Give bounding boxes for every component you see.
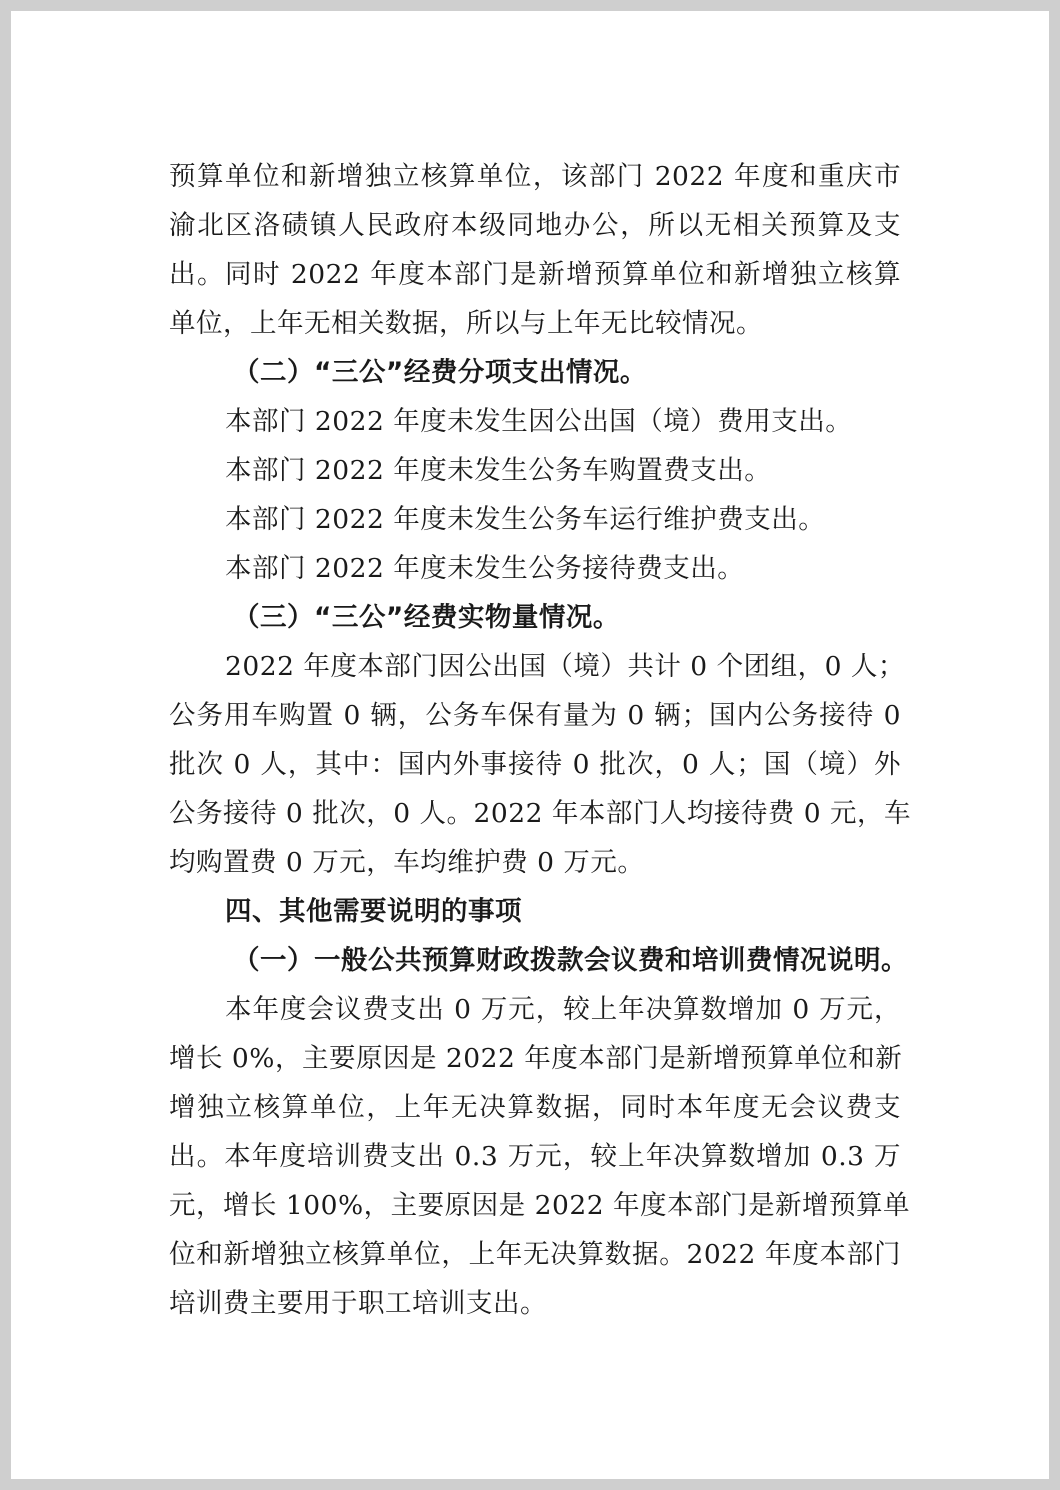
body-line-21: 出。本年度培训费支出 0.3 万元，较上年决算数增加 0.3 万: [169, 1141, 901, 1172]
body-line-18: 本年度会议费支出 0 万元，较上年决算数增加 0 万元，: [225, 994, 901, 1025]
chapter-heading-4: 四、其他需要说明的事项: [225, 896, 522, 927]
body-line-22: 元，增长 100%，主要原因是 2022 年度本部门是新增预算单: [169, 1190, 910, 1221]
body-line-4: 单位，上年无相关数据，所以与上年无比较情况。: [169, 308, 763, 339]
body-line-1: 预算单位和新增独立核算单位，该部门 2022 年度和重庆市: [169, 161, 901, 192]
body-line-11: 2022 年度本部门因公出国（境）共计 0 个团组，0 人；: [225, 651, 905, 682]
body-line-20: 增独立核算单位，上年无决算数据，同时本年度无会议费支: [169, 1092, 901, 1123]
body-line-14: 公务接待 0 批次，0 人。2022 年本部门人均接待费 0 元，车: [169, 798, 912, 829]
body-line-13: 批次 0 人，其中：国内外事接待 0 批次，0 人；国（境）外: [169, 749, 901, 780]
body-line-9: 本部门 2022 年度未发生公务接待费支出。: [225, 553, 745, 584]
section-heading-3: （三）“三公”经费实物量情况。: [233, 602, 620, 633]
body-line-12: 公务用车购置 0 辆，公务车保有量为 0 辆；国内公务接待 0: [169, 700, 901, 731]
body-line-19: 增长 0%，主要原因是 2022 年度本部门是新增预算单位和新: [169, 1043, 903, 1074]
body-line-8: 本部门 2022 年度未发生公务车运行维护费支出。: [225, 504, 826, 535]
body-line-15: 均购置费 0 万元，车均维护费 0 万元。: [169, 847, 645, 878]
body-line-7: 本部门 2022 年度未发生公务车购置费支出。: [225, 455, 772, 486]
section-heading-4-1: （一）一般公共预算财政拨款会议费和培训费情况说明。: [233, 945, 908, 976]
body-line-3: 出。同时 2022 年度本部门是新增预算单位和新增独立核算: [169, 259, 901, 290]
body-line-2: 渝北区洛碛镇人民政府本级同地办公，所以无相关预算及支: [169, 210, 901, 241]
section-heading-2: （二）“三公”经费分项支出情况。: [233, 357, 647, 388]
document-page: [11, 11, 1049, 1479]
body-line-23: 位和新增独立核算单位，上年无决算数据。2022 年度本部门: [169, 1239, 901, 1270]
body-line-6: 本部门 2022 年度未发生因公出国（境）费用支出。: [225, 406, 853, 437]
body-line-24: 培训费主要用于职工培训支出。: [169, 1288, 547, 1319]
